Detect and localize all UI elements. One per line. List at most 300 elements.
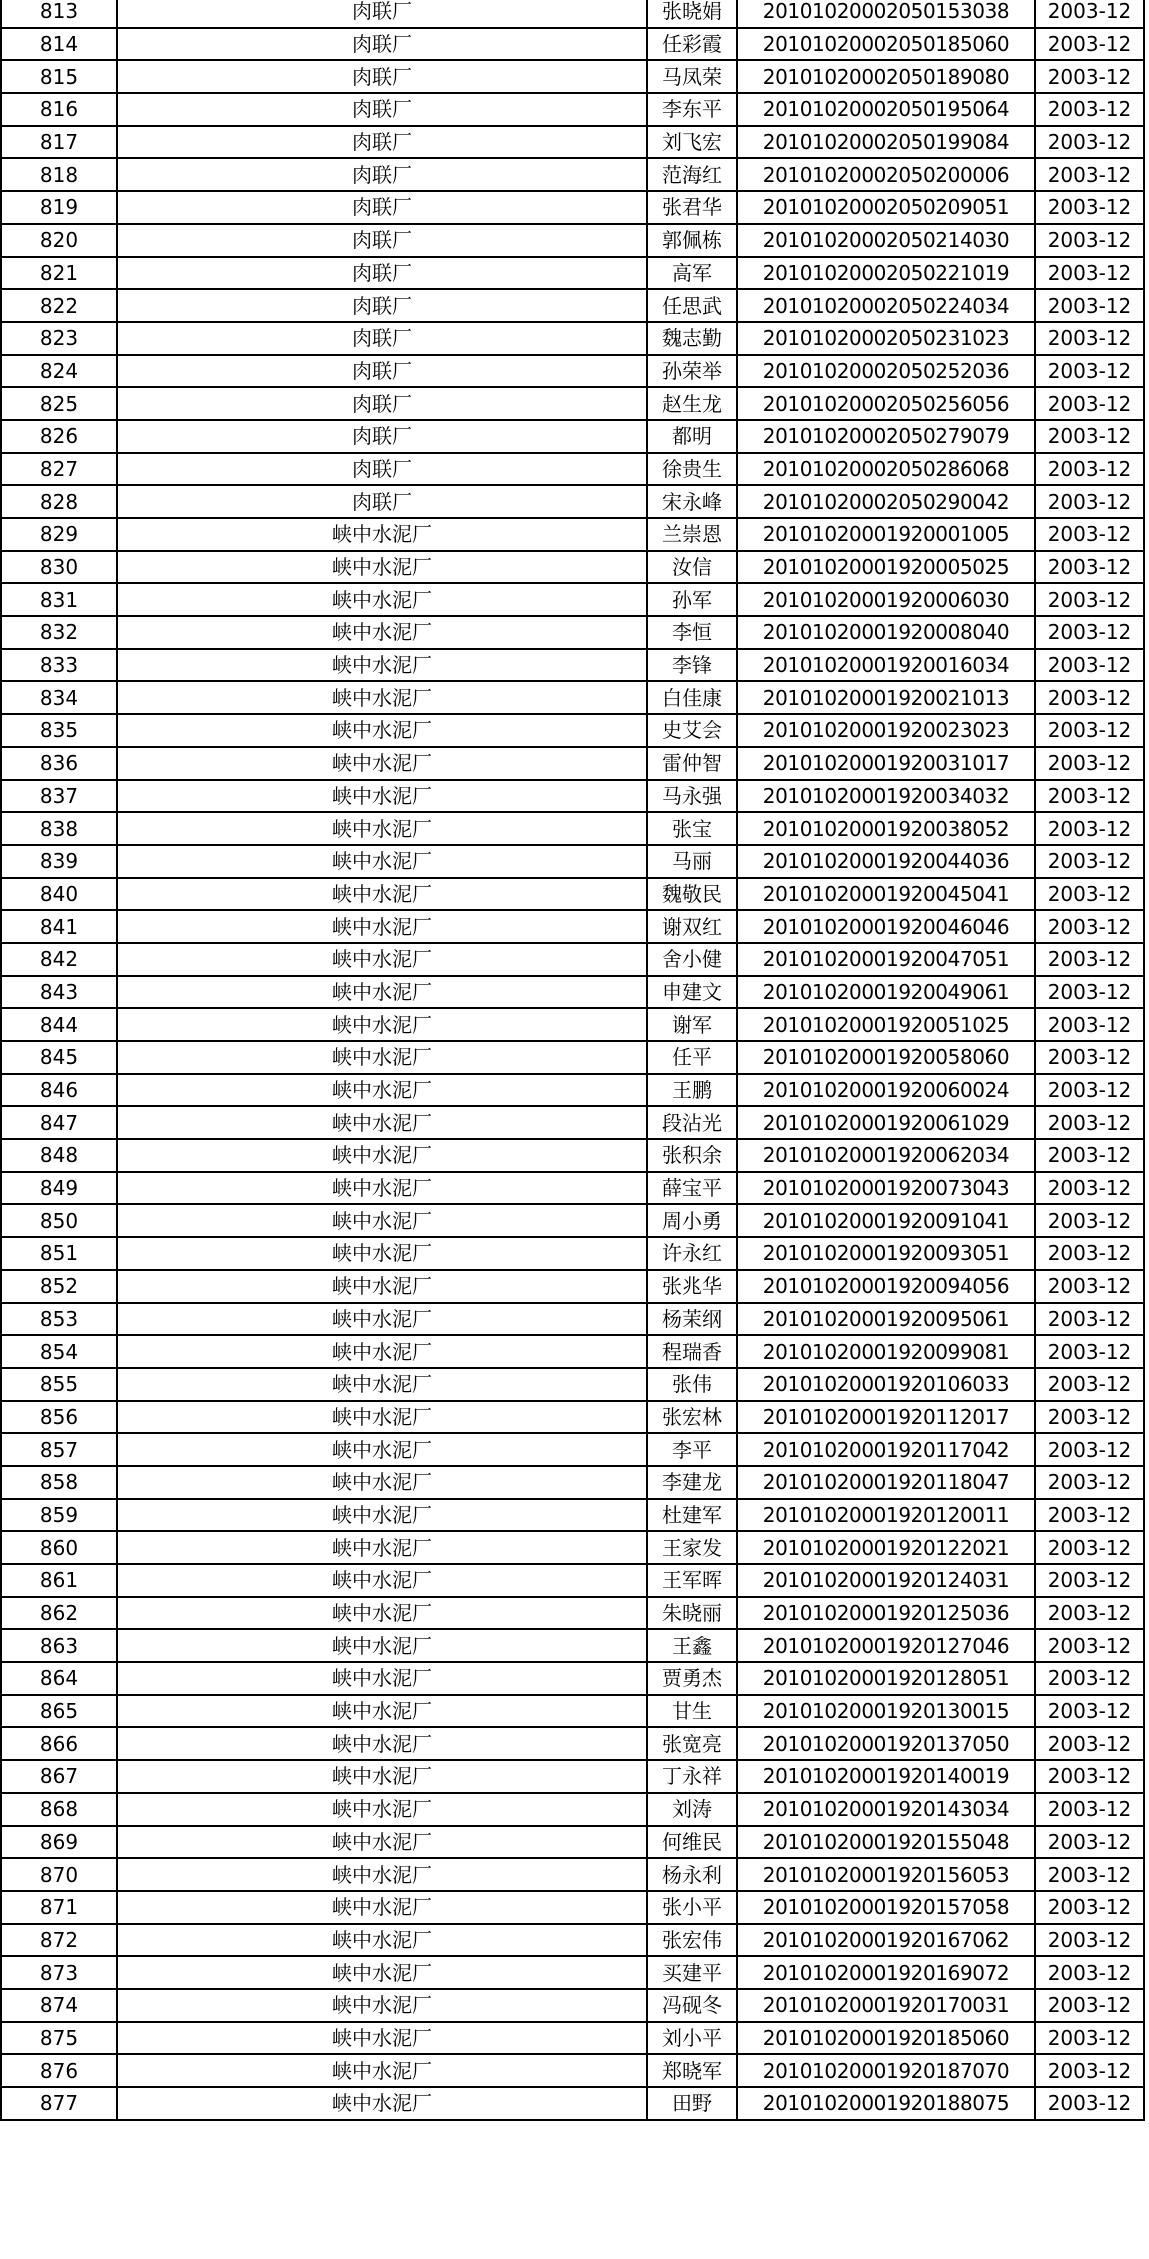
table-row bbox=[1, 1106, 1144, 1139]
seq-cell: 846 bbox=[1, 1074, 117, 1107]
date-cell: 2003-12 bbox=[1035, 1074, 1144, 1107]
seq-cell: 872 bbox=[1, 1924, 117, 1957]
id-number-cell: 20101020001920099081 bbox=[737, 1335, 1035, 1368]
date-cell: 2003-12 bbox=[1035, 224, 1144, 257]
unit-cell: 峡中水泥厂 bbox=[117, 1858, 647, 1891]
name-cell: 孙荣举 bbox=[647, 355, 737, 388]
seq-cell: 831 bbox=[1, 583, 117, 616]
table-row bbox=[1, 1956, 1144, 1989]
date-cell: 2003-12 bbox=[1035, 1368, 1144, 1401]
id-number-cell: 20101020001920169072 bbox=[737, 1956, 1035, 1989]
id-number-cell: 20101020001920128051 bbox=[737, 1662, 1035, 1695]
id-number-cell: 20101020001920188075 bbox=[737, 2087, 1035, 2120]
id-number-cell: 20101020001920016034 bbox=[737, 649, 1035, 682]
date-cell: 2003-12 bbox=[1035, 1303, 1144, 1336]
seq-cell: 838 bbox=[1, 812, 117, 845]
name-cell: 丁永祥 bbox=[647, 1760, 737, 1793]
unit-cell: 峡中水泥厂 bbox=[117, 518, 647, 551]
table-row bbox=[1, 616, 1144, 649]
date-cell: 2003-12 bbox=[1035, 1727, 1144, 1760]
name-cell: 朱晓丽 bbox=[647, 1597, 737, 1630]
seq-cell: 855 bbox=[1, 1368, 117, 1401]
date-cell: 2003-12 bbox=[1035, 322, 1144, 355]
id-number-cell: 20101020001920091041 bbox=[737, 1204, 1035, 1237]
table-row bbox=[1, 780, 1144, 813]
date-cell: 2003-12 bbox=[1035, 0, 1144, 28]
name-cell: 郭佩栋 bbox=[647, 224, 737, 257]
date-cell: 2003-12 bbox=[1035, 355, 1144, 388]
id-number-cell: 20101020001920127046 bbox=[737, 1629, 1035, 1662]
name-cell: 谢军 bbox=[647, 1008, 737, 1041]
seq-cell: 826 bbox=[1, 420, 117, 453]
date-cell: 2003-12 bbox=[1035, 1466, 1144, 1499]
table-row bbox=[1, 714, 1144, 747]
date-cell: 2003-12 bbox=[1035, 1139, 1144, 1172]
id-number-cell: 20101020001920155048 bbox=[737, 1826, 1035, 1859]
name-cell: 范海红 bbox=[647, 158, 737, 191]
unit-cell: 峡中水泥厂 bbox=[117, 878, 647, 911]
table-row bbox=[1, 0, 1144, 28]
name-cell: 买建平 bbox=[647, 1956, 737, 1989]
date-cell: 2003-12 bbox=[1035, 1270, 1144, 1303]
name-cell: 宋永峰 bbox=[647, 485, 737, 518]
unit-cell: 肉联厂 bbox=[117, 420, 647, 453]
table-row bbox=[1, 1891, 1144, 1924]
name-cell: 任彩霞 bbox=[647, 28, 737, 61]
name-cell: 史艾会 bbox=[647, 714, 737, 747]
seq-cell: 850 bbox=[1, 1204, 117, 1237]
table-row bbox=[1, 1629, 1144, 1662]
id-number-cell: 20101020002050290042 bbox=[737, 485, 1035, 518]
id-number-cell: 20101020001920143034 bbox=[737, 1793, 1035, 1826]
table-row bbox=[1, 93, 1144, 126]
name-cell: 冯砚冬 bbox=[647, 1989, 737, 2022]
id-number-cell: 20101020001920005025 bbox=[737, 551, 1035, 584]
date-cell: 2003-12 bbox=[1035, 289, 1144, 322]
seq-cell: 859 bbox=[1, 1499, 117, 1532]
unit-cell: 肉联厂 bbox=[117, 485, 647, 518]
name-cell: 张宏伟 bbox=[647, 1924, 737, 1957]
name-cell: 申建文 bbox=[647, 976, 737, 1009]
name-cell: 张宏林 bbox=[647, 1401, 737, 1434]
table-row bbox=[1, 60, 1144, 93]
seq-cell: 844 bbox=[1, 1008, 117, 1041]
name-cell: 刘小平 bbox=[647, 2022, 737, 2055]
table-row bbox=[1, 1826, 1144, 1859]
unit-cell: 峡中水泥厂 bbox=[117, 1924, 647, 1957]
unit-cell: 峡中水泥厂 bbox=[117, 1956, 647, 1989]
seq-cell: 853 bbox=[1, 1303, 117, 1336]
unit-cell: 峡中水泥厂 bbox=[117, 1237, 647, 1270]
name-cell: 薛宝平 bbox=[647, 1172, 737, 1205]
unit-cell: 峡中水泥厂 bbox=[117, 1793, 647, 1826]
table-row bbox=[1, 224, 1144, 257]
unit-cell: 峡中水泥厂 bbox=[117, 1401, 647, 1434]
id-number-cell: 20101020001920124031 bbox=[737, 1564, 1035, 1597]
seq-cell: 877 bbox=[1, 2087, 117, 2120]
date-cell: 2003-12 bbox=[1035, 878, 1144, 911]
id-number-cell: 20101020002050286068 bbox=[737, 453, 1035, 486]
unit-cell: 肉联厂 bbox=[117, 0, 647, 28]
seq-cell: 814 bbox=[1, 28, 117, 61]
table-row bbox=[1, 1499, 1144, 1532]
unit-cell: 肉联厂 bbox=[117, 93, 647, 126]
unit-cell: 峡中水泥厂 bbox=[117, 681, 647, 714]
id-number-cell: 20101020001920046046 bbox=[737, 910, 1035, 943]
seq-cell: 869 bbox=[1, 1826, 117, 1859]
seq-cell: 829 bbox=[1, 518, 117, 551]
unit-cell: 峡中水泥厂 bbox=[117, 551, 647, 584]
seq-cell: 873 bbox=[1, 1956, 117, 1989]
seq-cell: 822 bbox=[1, 289, 117, 322]
id-number-cell: 20101020001920170031 bbox=[737, 1989, 1035, 2022]
date-cell: 2003-12 bbox=[1035, 649, 1144, 682]
id-number-cell: 20101020001920112017 bbox=[737, 1401, 1035, 1434]
unit-cell: 峡中水泥厂 bbox=[117, 1270, 647, 1303]
name-cell: 程瑞香 bbox=[647, 1335, 737, 1368]
id-number-cell: 20101020002050221019 bbox=[737, 257, 1035, 290]
date-cell: 2003-12 bbox=[1035, 1793, 1144, 1826]
name-cell: 舍小健 bbox=[647, 943, 737, 976]
table-row bbox=[1, 1270, 1144, 1303]
seq-cell: 870 bbox=[1, 1858, 117, 1891]
date-cell: 2003-12 bbox=[1035, 976, 1144, 1009]
date-cell: 2003-12 bbox=[1035, 1564, 1144, 1597]
date-cell: 2003-12 bbox=[1035, 257, 1144, 290]
unit-cell: 峡中水泥厂 bbox=[117, 747, 647, 780]
records-table-body bbox=[1, 0, 1144, 2120]
id-number-cell: 20101020001920049061 bbox=[737, 976, 1035, 1009]
id-number-cell: 20101020001920120011 bbox=[737, 1499, 1035, 1532]
unit-cell: 峡中水泥厂 bbox=[117, 1466, 647, 1499]
name-cell: 段沾光 bbox=[647, 1106, 737, 1139]
date-cell: 2003-12 bbox=[1035, 1335, 1144, 1368]
table-row bbox=[1, 1172, 1144, 1205]
date-cell: 2003-12 bbox=[1035, 2087, 1144, 2120]
table-row bbox=[1, 943, 1144, 976]
id-number-cell: 20101020001920073043 bbox=[737, 1172, 1035, 1205]
id-number-cell: 20101020001920095061 bbox=[737, 1303, 1035, 1336]
table-row bbox=[1, 387, 1144, 420]
seq-cell: 818 bbox=[1, 158, 117, 191]
unit-cell: 肉联厂 bbox=[117, 158, 647, 191]
name-cell: 雷仲智 bbox=[647, 747, 737, 780]
name-cell: 王鹏 bbox=[647, 1074, 737, 1107]
unit-cell: 峡中水泥厂 bbox=[117, 1760, 647, 1793]
id-number-cell: 20101020001920008040 bbox=[737, 616, 1035, 649]
id-number-cell: 20101020001920045041 bbox=[737, 878, 1035, 911]
seq-cell: 823 bbox=[1, 322, 117, 355]
id-number-cell: 20101020002050185060 bbox=[737, 28, 1035, 61]
date-cell: 2003-12 bbox=[1035, 1695, 1144, 1728]
seq-cell: 839 bbox=[1, 845, 117, 878]
unit-cell: 峡中水泥厂 bbox=[117, 1106, 647, 1139]
unit-cell: 肉联厂 bbox=[117, 28, 647, 61]
unit-cell: 峡中水泥厂 bbox=[117, 714, 647, 747]
seq-cell: 825 bbox=[1, 387, 117, 420]
id-number-cell: 20101020001920122021 bbox=[737, 1531, 1035, 1564]
name-cell: 高军 bbox=[647, 257, 737, 290]
date-cell: 2003-12 bbox=[1035, 453, 1144, 486]
unit-cell: 峡中水泥厂 bbox=[117, 583, 647, 616]
id-number-cell: 20101020001920023023 bbox=[737, 714, 1035, 747]
seq-cell: 847 bbox=[1, 1106, 117, 1139]
table-row bbox=[1, 2022, 1144, 2055]
seq-cell: 819 bbox=[1, 191, 117, 224]
unit-cell: 峡中水泥厂 bbox=[117, 1074, 647, 1107]
id-number-cell: 20101020001920094056 bbox=[737, 1270, 1035, 1303]
id-number-cell: 20101020001920106033 bbox=[737, 1368, 1035, 1401]
seq-cell: 875 bbox=[1, 2022, 117, 2055]
table-row bbox=[1, 681, 1144, 714]
table-row bbox=[1, 812, 1144, 845]
seq-cell: 827 bbox=[1, 453, 117, 486]
unit-cell: 峡中水泥厂 bbox=[117, 943, 647, 976]
unit-cell: 肉联厂 bbox=[117, 322, 647, 355]
date-cell: 2003-12 bbox=[1035, 747, 1144, 780]
unit-cell: 肉联厂 bbox=[117, 191, 647, 224]
id-number-cell: 20101020001920038052 bbox=[737, 812, 1035, 845]
name-cell: 李东平 bbox=[647, 93, 737, 126]
name-cell: 贾勇杰 bbox=[647, 1662, 737, 1695]
name-cell: 张宝 bbox=[647, 812, 737, 845]
table-row bbox=[1, 1008, 1144, 1041]
unit-cell: 肉联厂 bbox=[117, 60, 647, 93]
unit-cell: 肉联厂 bbox=[117, 126, 647, 159]
id-number-cell: 20101020001920118047 bbox=[737, 1466, 1035, 1499]
unit-cell: 峡中水泥厂 bbox=[117, 1826, 647, 1859]
date-cell: 2003-12 bbox=[1035, 1237, 1144, 1270]
seq-cell: 854 bbox=[1, 1335, 117, 1368]
table-row bbox=[1, 551, 1144, 584]
id-number-cell: 20101020001920060024 bbox=[737, 1074, 1035, 1107]
unit-cell: 峡中水泥厂 bbox=[117, 1303, 647, 1336]
name-cell: 白佳康 bbox=[647, 681, 737, 714]
date-cell: 2003-12 bbox=[1035, 2054, 1144, 2087]
id-number-cell: 20101020001920044036 bbox=[737, 845, 1035, 878]
name-cell: 魏志勤 bbox=[647, 322, 737, 355]
id-number-cell: 20101020001920157058 bbox=[737, 1891, 1035, 1924]
table-row bbox=[1, 126, 1144, 159]
table-row bbox=[1, 878, 1144, 911]
id-number-cell: 20101020002050214030 bbox=[737, 224, 1035, 257]
seq-cell: 843 bbox=[1, 976, 117, 1009]
unit-cell: 峡中水泥厂 bbox=[117, 2087, 647, 2120]
unit-cell: 峡中水泥厂 bbox=[117, 1172, 647, 1205]
date-cell: 2003-12 bbox=[1035, 780, 1144, 813]
table-row bbox=[1, 1303, 1144, 1336]
name-cell: 谢双红 bbox=[647, 910, 737, 943]
date-cell: 2003-12 bbox=[1035, 1760, 1144, 1793]
id-number-cell: 20101020002050279079 bbox=[737, 420, 1035, 453]
date-cell: 2003-12 bbox=[1035, 158, 1144, 191]
name-cell: 许永红 bbox=[647, 1237, 737, 1270]
id-number-cell: 20101020001920167062 bbox=[737, 1924, 1035, 1957]
table-row bbox=[1, 976, 1144, 1009]
table-row bbox=[1, 2054, 1144, 2087]
table-row bbox=[1, 1401, 1144, 1434]
table-row bbox=[1, 1727, 1144, 1760]
seq-cell: 828 bbox=[1, 485, 117, 518]
unit-cell: 峡中水泥厂 bbox=[117, 845, 647, 878]
date-cell: 2003-12 bbox=[1035, 1499, 1144, 1532]
seq-cell: 865 bbox=[1, 1695, 117, 1728]
name-cell: 李锋 bbox=[647, 649, 737, 682]
table-row bbox=[1, 1466, 1144, 1499]
table-row bbox=[1, 1695, 1144, 1728]
name-cell: 孙军 bbox=[647, 583, 737, 616]
table-row bbox=[1, 1793, 1144, 1826]
table-row bbox=[1, 453, 1144, 486]
seq-cell: 830 bbox=[1, 551, 117, 584]
date-cell: 2003-12 bbox=[1035, 910, 1144, 943]
name-cell: 李建龙 bbox=[647, 1466, 737, 1499]
date-cell: 2003-12 bbox=[1035, 845, 1144, 878]
date-cell: 2003-12 bbox=[1035, 943, 1144, 976]
table-row bbox=[1, 158, 1144, 191]
unit-cell: 肉联厂 bbox=[117, 453, 647, 486]
name-cell: 都明 bbox=[647, 420, 737, 453]
id-number-cell: 20101020002050231023 bbox=[737, 322, 1035, 355]
unit-cell: 峡中水泥厂 bbox=[117, 1499, 647, 1532]
unit-cell: 肉联厂 bbox=[117, 257, 647, 290]
table-row bbox=[1, 1074, 1144, 1107]
id-number-cell: 20101020002050195064 bbox=[737, 93, 1035, 126]
seq-cell: 861 bbox=[1, 1564, 117, 1597]
date-cell: 2003-12 bbox=[1035, 681, 1144, 714]
date-cell: 2003-12 bbox=[1035, 1956, 1144, 1989]
name-cell: 张君华 bbox=[647, 191, 737, 224]
table-row bbox=[1, 1531, 1144, 1564]
date-cell: 2003-12 bbox=[1035, 1989, 1144, 2022]
name-cell: 赵生龙 bbox=[647, 387, 737, 420]
date-cell: 2003-12 bbox=[1035, 126, 1144, 159]
seq-cell: 813 bbox=[1, 0, 117, 28]
date-cell: 2003-12 bbox=[1035, 1662, 1144, 1695]
unit-cell: 峡中水泥厂 bbox=[117, 1695, 647, 1728]
id-number-cell: 20101020001920006030 bbox=[737, 583, 1035, 616]
date-cell: 2003-12 bbox=[1035, 93, 1144, 126]
date-cell: 2003-12 bbox=[1035, 714, 1144, 747]
unit-cell: 峡中水泥厂 bbox=[117, 1629, 647, 1662]
table-row bbox=[1, 518, 1144, 551]
date-cell: 2003-12 bbox=[1035, 1401, 1144, 1434]
date-cell: 2003-12 bbox=[1035, 485, 1144, 518]
seq-cell: 832 bbox=[1, 616, 117, 649]
id-number-cell: 20101020001920051025 bbox=[737, 1008, 1035, 1041]
seq-cell: 845 bbox=[1, 1041, 117, 1074]
id-number-cell: 20101020001920117042 bbox=[737, 1433, 1035, 1466]
date-cell: 2003-12 bbox=[1035, 1924, 1144, 1957]
seq-cell: 856 bbox=[1, 1401, 117, 1434]
date-cell: 2003-12 bbox=[1035, 1629, 1144, 1662]
seq-cell: 876 bbox=[1, 2054, 117, 2087]
table-row bbox=[1, 1597, 1144, 1630]
date-cell: 2003-12 bbox=[1035, 812, 1144, 845]
seq-cell: 868 bbox=[1, 1793, 117, 1826]
table-row bbox=[1, 322, 1144, 355]
id-number-cell: 20101020002050224034 bbox=[737, 289, 1035, 322]
name-cell: 任思武 bbox=[647, 289, 737, 322]
unit-cell: 峡中水泥厂 bbox=[117, 1891, 647, 1924]
unit-cell: 峡中水泥厂 bbox=[117, 1597, 647, 1630]
seq-cell: 816 bbox=[1, 93, 117, 126]
name-cell: 徐贵生 bbox=[647, 453, 737, 486]
table-row bbox=[1, 1204, 1144, 1237]
name-cell: 杜建军 bbox=[647, 1499, 737, 1532]
name-cell: 田野 bbox=[647, 2087, 737, 2120]
date-cell: 2003-12 bbox=[1035, 1106, 1144, 1139]
date-cell: 2003-12 bbox=[1035, 387, 1144, 420]
id-number-cell: 20101020001920140019 bbox=[737, 1760, 1035, 1793]
table-row bbox=[1, 1760, 1144, 1793]
seq-cell: 866 bbox=[1, 1727, 117, 1760]
id-number-cell: 20101020001920021013 bbox=[737, 681, 1035, 714]
seq-cell: 834 bbox=[1, 681, 117, 714]
seq-cell: 817 bbox=[1, 126, 117, 159]
date-cell: 2003-12 bbox=[1035, 518, 1144, 551]
table-row bbox=[1, 420, 1144, 453]
id-number-cell: 20101020002050252036 bbox=[737, 355, 1035, 388]
seq-cell: 815 bbox=[1, 60, 117, 93]
name-cell: 杨永利 bbox=[647, 1858, 737, 1891]
name-cell: 刘飞宏 bbox=[647, 126, 737, 159]
name-cell: 张伟 bbox=[647, 1368, 737, 1401]
name-cell: 王家发 bbox=[647, 1531, 737, 1564]
date-cell: 2003-12 bbox=[1035, 616, 1144, 649]
seq-cell: 851 bbox=[1, 1237, 117, 1270]
name-cell: 杨茉纲 bbox=[647, 1303, 737, 1336]
seq-cell: 858 bbox=[1, 1466, 117, 1499]
table-row bbox=[1, 910, 1144, 943]
unit-cell: 肉联厂 bbox=[117, 289, 647, 322]
date-cell: 2003-12 bbox=[1035, 1041, 1144, 1074]
id-number-cell: 20101020002050209051 bbox=[737, 191, 1035, 224]
seq-cell: 857 bbox=[1, 1433, 117, 1466]
table-row bbox=[1, 1041, 1144, 1074]
table-row bbox=[1, 289, 1144, 322]
table-row bbox=[1, 1433, 1144, 1466]
table-row bbox=[1, 355, 1144, 388]
name-cell: 张积余 bbox=[647, 1139, 737, 1172]
id-number-cell: 20101020001920047051 bbox=[737, 943, 1035, 976]
date-cell: 2003-12 bbox=[1035, 28, 1144, 61]
seq-cell: 835 bbox=[1, 714, 117, 747]
table-row bbox=[1, 1858, 1144, 1891]
name-cell: 周小勇 bbox=[647, 1204, 737, 1237]
unit-cell: 峡中水泥厂 bbox=[117, 2054, 647, 2087]
unit-cell: 峡中水泥厂 bbox=[117, 616, 647, 649]
name-cell: 任平 bbox=[647, 1041, 737, 1074]
date-cell: 2003-12 bbox=[1035, 1597, 1144, 1630]
seq-cell: 833 bbox=[1, 649, 117, 682]
seq-cell: 821 bbox=[1, 257, 117, 290]
name-cell: 刘涛 bbox=[647, 1793, 737, 1826]
date-cell: 2003-12 bbox=[1035, 2022, 1144, 2055]
date-cell: 2003-12 bbox=[1035, 551, 1144, 584]
unit-cell: 峡中水泥厂 bbox=[117, 1531, 647, 1564]
date-cell: 2003-12 bbox=[1035, 583, 1144, 616]
table-row bbox=[1, 1564, 1144, 1597]
unit-cell: 峡中水泥厂 bbox=[117, 1204, 647, 1237]
unit-cell: 峡中水泥厂 bbox=[117, 1662, 647, 1695]
unit-cell: 峡中水泥厂 bbox=[117, 812, 647, 845]
name-cell: 张兆华 bbox=[647, 1270, 737, 1303]
date-cell: 2003-12 bbox=[1035, 1531, 1144, 1564]
name-cell: 王鑫 bbox=[647, 1629, 737, 1662]
id-number-cell: 20101020002050189080 bbox=[737, 60, 1035, 93]
id-number-cell: 20101020001920034032 bbox=[737, 780, 1035, 813]
